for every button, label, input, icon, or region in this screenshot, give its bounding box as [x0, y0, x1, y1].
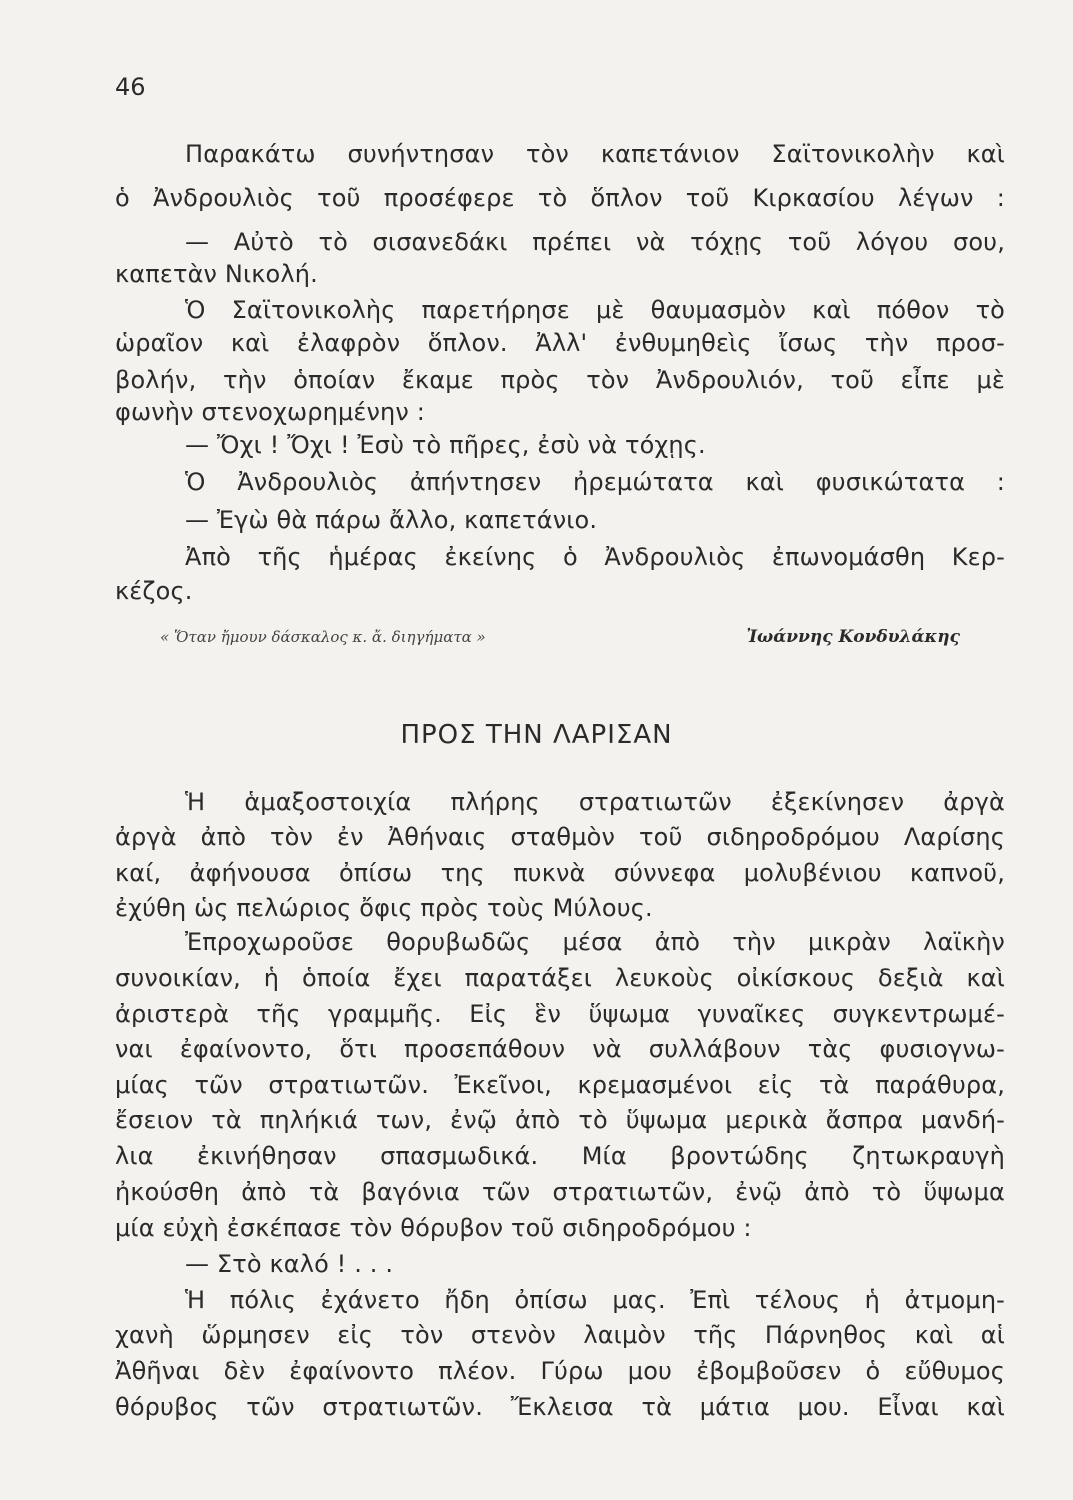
section-line: συνοικίαν, ἡ ὁποία ἔχει παρατάξει λευκοὺς οἰκίσκους δεξιὰ καὶ: [115, 964, 1005, 992]
section-line: ναι ἐφαίνοντο, ὅτι προσεπάθουν νὰ συλλάβουν τὰς φυσιογνω-: [115, 1035, 1005, 1063]
page-number: 46: [115, 73, 146, 101]
story-line: φωνὴν στενοχωρημένην :: [115, 398, 425, 426]
section-line: Ἡ ἁμαξοστοιχία πλήρης στρατιωτῶν ἐξεκίνησεν ἀργὰ: [185, 788, 1005, 816]
story-line: κέζος.: [115, 577, 193, 605]
story-line: ὁ Ἀνδρουλιὸς τοῦ προσέφερε τὸ ὅπλον τοῦ Κιρκασίου λέγων :: [115, 184, 1005, 212]
story-line: βολήν, τὴν ὁποίαν ἔκαμε πρὸς τὸν Ἀνδρουλιόν, τοῦ εἶπε μὲ: [115, 366, 1005, 394]
source-attribution: [160, 625, 960, 649]
section-line: — Στὸ καλό ! . . .: [185, 1250, 394, 1278]
source-author: Ἰωάννης Κονδυλάκης: [746, 627, 960, 647]
section-line: ἀργὰ ἀπὸ τὸν ἐν Ἀθήναις σταθμὸν τοῦ σιδηροδρόμου Λαρίσης: [115, 823, 1005, 851]
story-line: Παρακάτω συνήντησαν τὸν καπετάνιον Σαϊτονικολὴν καὶ: [185, 140, 1005, 168]
story-line: ὡραῖον καὶ ἐλαφρὸν ὅπλον. Ἀλλ' ἐνθυμηθεὶς ἴσως τὴν προσ-: [115, 329, 1005, 357]
section-line: χανὴ ὥρμησεν εἰς τὸν στενὸν λαιμὸν τῆς Πάρνηθος καὶ αἱ: [115, 1321, 1005, 1349]
story-line: Ἀπὸ τῆς ἡμέρας ἐκείνης ὁ Ἀνδρουλιὸς ἐπωνομάσθη Κερ-: [185, 543, 1005, 571]
section-line: λια ἐκινήθησαν σπασμωδικά. Μία βροντώδης ζητωκραυγὴ: [115, 1142, 1005, 1170]
section-line: ἀριστερὰ τῆς γραμμῆς. Εἰς ἓν ὕψωμα γυναῖκες συγκεντρωμέ-: [115, 1000, 1005, 1028]
section-line: ἠκούσθη ἀπὸ τὰ βαγόνια τῶν στρατιωτῶν, ἐνῷ ἀπὸ τὸ ὕψωμα: [115, 1178, 1005, 1206]
section-line: θόρυβος τῶν στρατιωτῶν. Ἔκλεισα τὰ μάτια μου. Εἶναι καὶ: [115, 1393, 1005, 1421]
story-line: — Ἐγὼ θὰ πάρω ἄλλο, καπετάνιο.: [185, 506, 598, 534]
section-line: Ἀθῆναι δὲν ἐφαίνοντο πλέον. Γύρω μου ἐβομβοῦσεν ὁ εὔθυμος: [115, 1357, 1005, 1385]
source-title: « Ὅταν ἤμουν δάσκαλος κ. ἄ. διηγήματα »: [160, 628, 486, 646]
section-line: ἔσειον τὰ πηλήκιά των, ἐνῷ ἀπὸ τὸ ὕψωμα μερικὰ ἄσπρα μανδή-: [115, 1106, 1005, 1134]
section-line: καί, ἀφήνουσα ὀπίσω της πυκνὰ σύννεφα μολυβένιου καπνοῦ,: [115, 859, 1005, 887]
section-line: μία εὐχὴ ἐσκέπασε τὸν θόρυβον τοῦ σιδηροδρόμου :: [115, 1214, 752, 1242]
section-line: μίας τῶν στρατιωτῶν. Ἐκεῖνοι, κρεμασμένοι εἰς τὰ παράθυρα,: [115, 1071, 1005, 1099]
section-heading: ΠΡΟΣ ΤΗΝ ΛΑΡΙΣΑΝ: [400, 720, 673, 750]
section-line: Ἡ πόλις ἐχάνετο ἤδη ὀπίσω μας. Ἐπὶ τέλους ἡ ἀτμομη-: [185, 1286, 1005, 1314]
story-line: — Ὄχι ! Ὄχι ! Ἐσὺ τὸ πῆρες, ἐσὺ νὰ τόχῃς.: [185, 431, 706, 459]
story-line: καπετὰν Νικολή.: [115, 260, 318, 288]
section-line: ἐχύθη ὡς πελώριος ὄφις πρὸς τοὺς Μύλους.: [115, 894, 653, 922]
story-line: Ὁ Σαϊτονικολὴς παρετήρησε μὲ θαυμασμὸν καὶ πόθον τὸ: [185, 296, 1005, 324]
story-line: — Αὐτὸ τὸ σισανεδάκι πρέπει νὰ τόχῃς τοῦ λόγου σου,: [185, 228, 1005, 256]
story-line: Ὁ Ἀνδρουλιὸς ἀπήντησεν ἠρεμώτατα καὶ φυσικώτατα :: [185, 468, 1005, 496]
section-line: Ἐπροχωροῦσε θορυβωδῶς μέσα ἀπὸ τὴν μικρὰν λαϊκὴν: [185, 928, 1005, 956]
